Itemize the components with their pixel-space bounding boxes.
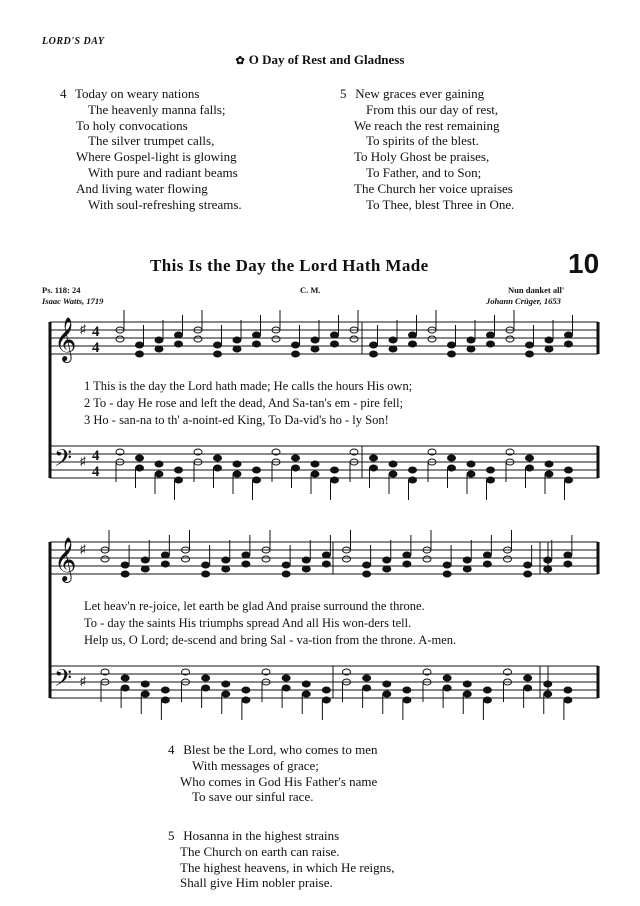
- note-head: [526, 465, 534, 471]
- lyric-line: To - day the saints His triumphs spread And all His won-ders tell.: [84, 616, 412, 630]
- note-head: [545, 337, 553, 343]
- note-head: [544, 557, 552, 563]
- note-head: [202, 571, 210, 577]
- stanza-line: To spirits of the blest.: [366, 133, 479, 149]
- lyric-line: 2 To - day He rose and left the dead, And Sa-tan's em - pire fell;: [84, 396, 404, 410]
- note-head: [564, 687, 572, 693]
- note-head: [175, 467, 183, 473]
- note-head: [233, 471, 241, 477]
- note-head: [370, 351, 378, 357]
- bass-clef-icon: 𝄢: [54, 666, 73, 697]
- note-head: [483, 687, 491, 693]
- note-head: [222, 566, 230, 572]
- note-head: [311, 471, 319, 477]
- note-head: [292, 342, 300, 348]
- note-head: [272, 336, 280, 342]
- note-head: [222, 557, 230, 563]
- note-head: [409, 341, 417, 347]
- time-signature-top: 4: [92, 448, 100, 464]
- note-head: [443, 675, 451, 681]
- treble-clef-icon: 𝄞: [54, 539, 77, 581]
- note-head: [202, 675, 210, 681]
- note-head: [370, 465, 378, 471]
- note-head: [292, 465, 300, 471]
- note-head: [161, 687, 169, 693]
- note-head: [383, 681, 391, 687]
- treble-clef-icon: 𝄞: [54, 319, 77, 361]
- stanza-line: Hosanna in the highest strains: [183, 828, 340, 843]
- stanza-line: To Holy Ghost be praises,: [354, 149, 490, 165]
- note-head: [141, 691, 149, 697]
- note-head: [389, 461, 397, 467]
- stanza-line: To save our sinful race.: [192, 789, 314, 805]
- note-head: [214, 351, 222, 357]
- note-head: [544, 566, 552, 572]
- note-head: [322, 561, 330, 567]
- note-head: [389, 471, 397, 477]
- note-head: [483, 552, 491, 558]
- note-head: [155, 337, 163, 343]
- lyric-line: Help us, O Lord; de-scend and bring Sal - va-tion from the throne. A-men.: [84, 633, 457, 647]
- note-head: [322, 552, 330, 558]
- note-head: [202, 685, 210, 691]
- note-head: [545, 461, 553, 467]
- stanza-line: To Father, and to Son;: [366, 164, 482, 180]
- note-head: [253, 477, 261, 483]
- note-head: [403, 561, 411, 567]
- note-head: [302, 691, 310, 697]
- stanza-line: Where Gospel-light is glowing: [76, 149, 237, 165]
- note-head: [504, 556, 512, 562]
- note-head: [161, 561, 169, 567]
- note-head: [524, 562, 532, 568]
- note-head: [506, 336, 514, 342]
- note-head: [467, 471, 475, 477]
- note-head: [564, 561, 572, 567]
- sharp-icon: ♯: [80, 674, 86, 688]
- stanza-number: 4: [168, 742, 175, 757]
- note-head: [331, 467, 339, 473]
- lyrics-system-2: [84, 598, 456, 649]
- note-head: [141, 557, 149, 563]
- note-head: [487, 467, 495, 473]
- stanza-line: The Church her voice upraises: [354, 180, 513, 196]
- hymn-title: This Is the Day the Lord Hath Made: [150, 256, 429, 275]
- note-head: [222, 691, 230, 697]
- stanza-number: 5: [168, 828, 175, 843]
- note-head: [383, 557, 391, 563]
- note-head: [526, 351, 534, 357]
- note-head: [161, 552, 169, 558]
- section-label: LORD'S DAY: [42, 36, 105, 47]
- note-head: [448, 465, 456, 471]
- note-head: [526, 342, 534, 348]
- note-head: [155, 461, 163, 467]
- note-head: [467, 346, 475, 352]
- hymn-author: Isaac Watts, 1719: [42, 296, 104, 306]
- note-head: [443, 685, 451, 691]
- note-head: [161, 697, 169, 703]
- note-head: [564, 697, 572, 703]
- note-head: [155, 471, 163, 477]
- stanza-line: The silver trumpet calls,: [88, 133, 215, 149]
- note-head: [524, 675, 532, 681]
- note-head: [467, 461, 475, 467]
- note-head: [409, 332, 417, 338]
- note-head: [443, 562, 451, 568]
- note-head: [565, 341, 573, 347]
- note-head: [141, 681, 149, 687]
- stanza-line: New graces ever gaining: [355, 86, 485, 101]
- flower-icon: ✿: [235, 55, 245, 67]
- note-head: [121, 571, 129, 577]
- note-head: [463, 557, 471, 563]
- bass-clef-icon: 𝄢: [54, 446, 73, 477]
- note-head: [242, 552, 250, 558]
- note-head: [564, 552, 572, 558]
- note-head: [545, 346, 553, 352]
- note-head: [194, 336, 202, 342]
- note-head: [467, 337, 475, 343]
- note-head: [363, 675, 371, 681]
- note-head: [222, 681, 230, 687]
- note-head: [487, 332, 495, 338]
- note-head: [311, 346, 319, 352]
- note-head: [233, 346, 241, 352]
- note-head: [343, 556, 351, 562]
- hymn-number: 10: [568, 248, 600, 279]
- lyrics-system-1: [84, 378, 412, 429]
- stanza-line: With soul-refreshing streams.: [88, 196, 242, 212]
- note-head: [483, 561, 491, 567]
- sharp-icon: ♯: [80, 322, 86, 336]
- note-head: [233, 337, 241, 343]
- note-head: [383, 566, 391, 572]
- note-head: [544, 691, 552, 697]
- note-head: [370, 455, 378, 461]
- note-head: [175, 477, 183, 483]
- note-head: [524, 685, 532, 691]
- note-head: [292, 351, 300, 357]
- note-head: [136, 465, 144, 471]
- note-head: [331, 477, 339, 483]
- note-head: [202, 562, 210, 568]
- note-head: [463, 691, 471, 697]
- note-head: [242, 561, 250, 567]
- stanza-line: From this our day of rest,: [366, 101, 499, 117]
- note-head: [155, 346, 163, 352]
- note-head: [322, 697, 330, 703]
- stanza-line: The highest heavens, in which He reigns,: [180, 859, 395, 875]
- note-head: [302, 681, 310, 687]
- note-head: [403, 552, 411, 558]
- note-head: [116, 336, 124, 342]
- sharp-icon: ♯: [80, 542, 86, 556]
- stanza-line: And living water flowing: [76, 180, 208, 196]
- note-head: [262, 556, 270, 562]
- note-head: [175, 332, 183, 338]
- tune-name: Nun danket all': [508, 285, 565, 295]
- note-head: [403, 687, 411, 693]
- stanza-line: The heavenly manna falls;: [88, 101, 226, 117]
- note-head: [292, 455, 300, 461]
- time-signature-top: 4: [92, 324, 100, 340]
- note-head: [403, 697, 411, 703]
- note-head: [565, 332, 573, 338]
- stanza-line: The Church on earth can raise.: [180, 843, 340, 859]
- note-head: [428, 336, 436, 342]
- note-head: [363, 685, 371, 691]
- note-head: [565, 477, 573, 483]
- note-head: [282, 571, 290, 577]
- note-head: [565, 467, 573, 473]
- note-head: [121, 675, 129, 681]
- hymn-stanza-5: [168, 828, 394, 891]
- hymn-stanza-4: [168, 742, 378, 805]
- note-head: [483, 697, 491, 703]
- lyric-line: Let heav'n re-joice, let earth be glad And praise surround the throne.: [84, 599, 425, 613]
- stanza-number: 4: [60, 86, 67, 101]
- note-head: [370, 342, 378, 348]
- note-head: [331, 341, 339, 347]
- stanza-line: Today on weary nations: [75, 86, 200, 101]
- note-head: [253, 467, 261, 473]
- note-head: [214, 465, 222, 471]
- note-head: [282, 675, 290, 681]
- note-head: [121, 685, 129, 691]
- note-head: [350, 336, 358, 342]
- note-head: [233, 461, 241, 467]
- note-head: [214, 455, 222, 461]
- lyric-line: 1 This is the day the Lord hath made; He calls the hours His own;: [84, 379, 413, 393]
- sharp-icon: ♯: [80, 454, 86, 468]
- stanza-line: Shall give Him nobler praise.: [180, 875, 333, 891]
- stanza-line: To holy convocations: [76, 117, 188, 133]
- stanza-number: 5: [340, 86, 347, 101]
- prev-hymn-title-text: O Day of Rest and Gladness: [248, 52, 405, 67]
- note-head: [101, 556, 109, 562]
- note-head: [282, 562, 290, 568]
- note-head: [253, 332, 261, 338]
- time-signature-bottom: 4: [92, 464, 100, 480]
- note-head: [544, 681, 552, 687]
- note-head: [322, 687, 330, 693]
- lyric-line: 3 Ho - san-na to th' a-noint-ed King, To Da-vid's ho - ly Son!: [84, 413, 389, 427]
- note-head: [363, 562, 371, 568]
- note-head: [121, 562, 129, 568]
- note-head: [331, 332, 339, 338]
- stanza-line: With pure and radiant beams: [88, 164, 238, 180]
- note-head: [389, 337, 397, 343]
- note-head: [136, 351, 144, 357]
- note-head: [253, 341, 261, 347]
- note-head: [443, 571, 451, 577]
- note-head: [409, 467, 417, 473]
- note-head: [141, 566, 149, 572]
- note-head: [175, 341, 183, 347]
- note-head: [136, 342, 144, 348]
- note-head: [311, 337, 319, 343]
- scripture-ref: Ps. 118: 24: [42, 285, 81, 295]
- note-head: [242, 697, 250, 703]
- note-head: [311, 461, 319, 467]
- note-head: [242, 687, 250, 693]
- stanza-line: To Thee, blest Three in One.: [366, 196, 515, 212]
- note-head: [487, 341, 495, 347]
- note-head: [182, 556, 190, 562]
- note-head: [448, 455, 456, 461]
- stanza-line: With messages of grace;: [192, 757, 319, 773]
- note-head: [448, 351, 456, 357]
- note-head: [524, 571, 532, 577]
- note-head: [545, 471, 553, 477]
- time-signature-bottom: 4: [92, 340, 100, 356]
- note-head: [389, 346, 397, 352]
- hymn-composer: Johann Crüger, 1653: [486, 296, 561, 306]
- note-head: [302, 566, 310, 572]
- note-head: [383, 691, 391, 697]
- note-head: [423, 556, 431, 562]
- note-head: [526, 455, 534, 461]
- note-head: [487, 477, 495, 483]
- note-head: [282, 685, 290, 691]
- note-head: [463, 681, 471, 687]
- stanza-line: Blest be the Lord, who comes to men: [183, 742, 378, 757]
- note-head: [136, 455, 144, 461]
- note-head: [214, 342, 222, 348]
- note-head: [463, 566, 471, 572]
- note-head: [409, 477, 417, 483]
- note-head: [448, 342, 456, 348]
- stanza-line: We reach the rest remaining: [354, 117, 500, 133]
- note-head: [363, 571, 371, 577]
- hymn-meter: C. M.: [300, 285, 321, 295]
- note-head: [302, 557, 310, 563]
- stanza-line: Who comes in God His Father's name: [180, 773, 378, 789]
